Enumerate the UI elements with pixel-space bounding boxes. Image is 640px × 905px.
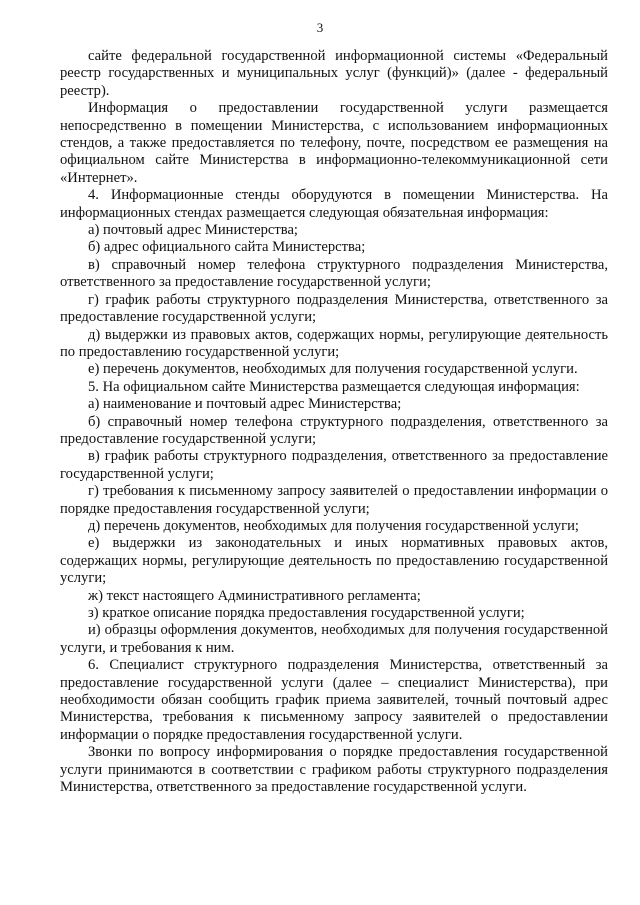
paragraph: 4. Информационные стенды оборудуются в помещении Министерства. На информационных стендах размещается следующая обязательная информация: <box>60 187 608 221</box>
list-item: е) выдержки из законодательных и иных нормативных правовых актов, содержащих нормы, регулирующие деятельность по предоставлению государственной услуги; <box>60 535 608 587</box>
list-item: д) перечень документов, необходимых для получения государственной услуги; <box>88 517 579 534</box>
list-item: и) образцы оформления документов, необходимых для получения государственной услуги, и требования к ним. <box>60 622 608 656</box>
list-item: в) справочный номер телефона структурного подразделения Министерства, ответственного за предоставление государственной услуги; <box>60 256 608 291</box>
page-number: 3 <box>316 20 324 35</box>
list-item: е) перечень документов, необходимых для получения государственной услуги. <box>88 361 578 378</box>
paragraph: Звонки по вопросу информирования о порядке предоставления государственной услуги принимаются в соответствии с графиком работы структурного подразделения Министерства, ответственного за предоставление государственной услуги. <box>60 744 608 796</box>
list-item: б) адрес официального сайта Министерства; <box>88 239 366 256</box>
list-item: з) краткое описание порядка предоставления государственной услуги; <box>88 605 525 621</box>
list-item: а) почтовый адрес Министерства; <box>88 222 298 239</box>
list-item: ж) текст настоящего Административного регламента; <box>88 587 421 604</box>
paragraph: 5. На официальном сайте Министерства размещается следующая информация: <box>88 378 580 395</box>
paragraph: Информация о предоставлении государственной услуги размещается непосредственно в помещении Министерства, с использованием информационных стендов, а также предоставляется по телефону, почте, посредством ее размещения на официальном сайте Министерства в информационно-телекоммуникационной сети «Интернет». <box>60 100 608 186</box>
list-item: г) требования к письменному запросу заявителей о предоставлении информации о порядке предоставления государственной услуги; <box>60 483 608 517</box>
list-item: а) наименование и почтовый адрес Министерства; <box>88 396 402 413</box>
list-item: д) выдержки из правовых актов, содержащих нормы, регулирующие деятельность по предоставлению государственной услуги; <box>60 326 608 360</box>
paragraph: сайте федеральной государственной информационной системы «Федеральный реестр государственных и муниципальных услуг (функций)» (далее - федеральный реестр). <box>60 48 608 99</box>
list-item: б) справочный номер телефона структурного подразделения, ответственного за предоставление государственной услуги; <box>60 413 608 447</box>
paragraph: 6. Специалист структурного подразделения Министерства, ответственный за предоставление государственной услуги (далее – специалист Министерства), при необходимости обязан сообщить график приема заявителей, точный почтовый адрес Министерства, требования к письменному запросу заявителей о предоставлении информации о порядке предоставления государственной услуги. <box>60 657 608 743</box>
document-body <box>60 48 608 796</box>
list-item: г) график работы структурного подразделения Министерства, ответственного за предоставление государственной услуги; <box>60 291 608 326</box>
list-item: в) график работы структурного подразделения, ответственного за предоставление государственной услуги; <box>60 448 608 482</box>
